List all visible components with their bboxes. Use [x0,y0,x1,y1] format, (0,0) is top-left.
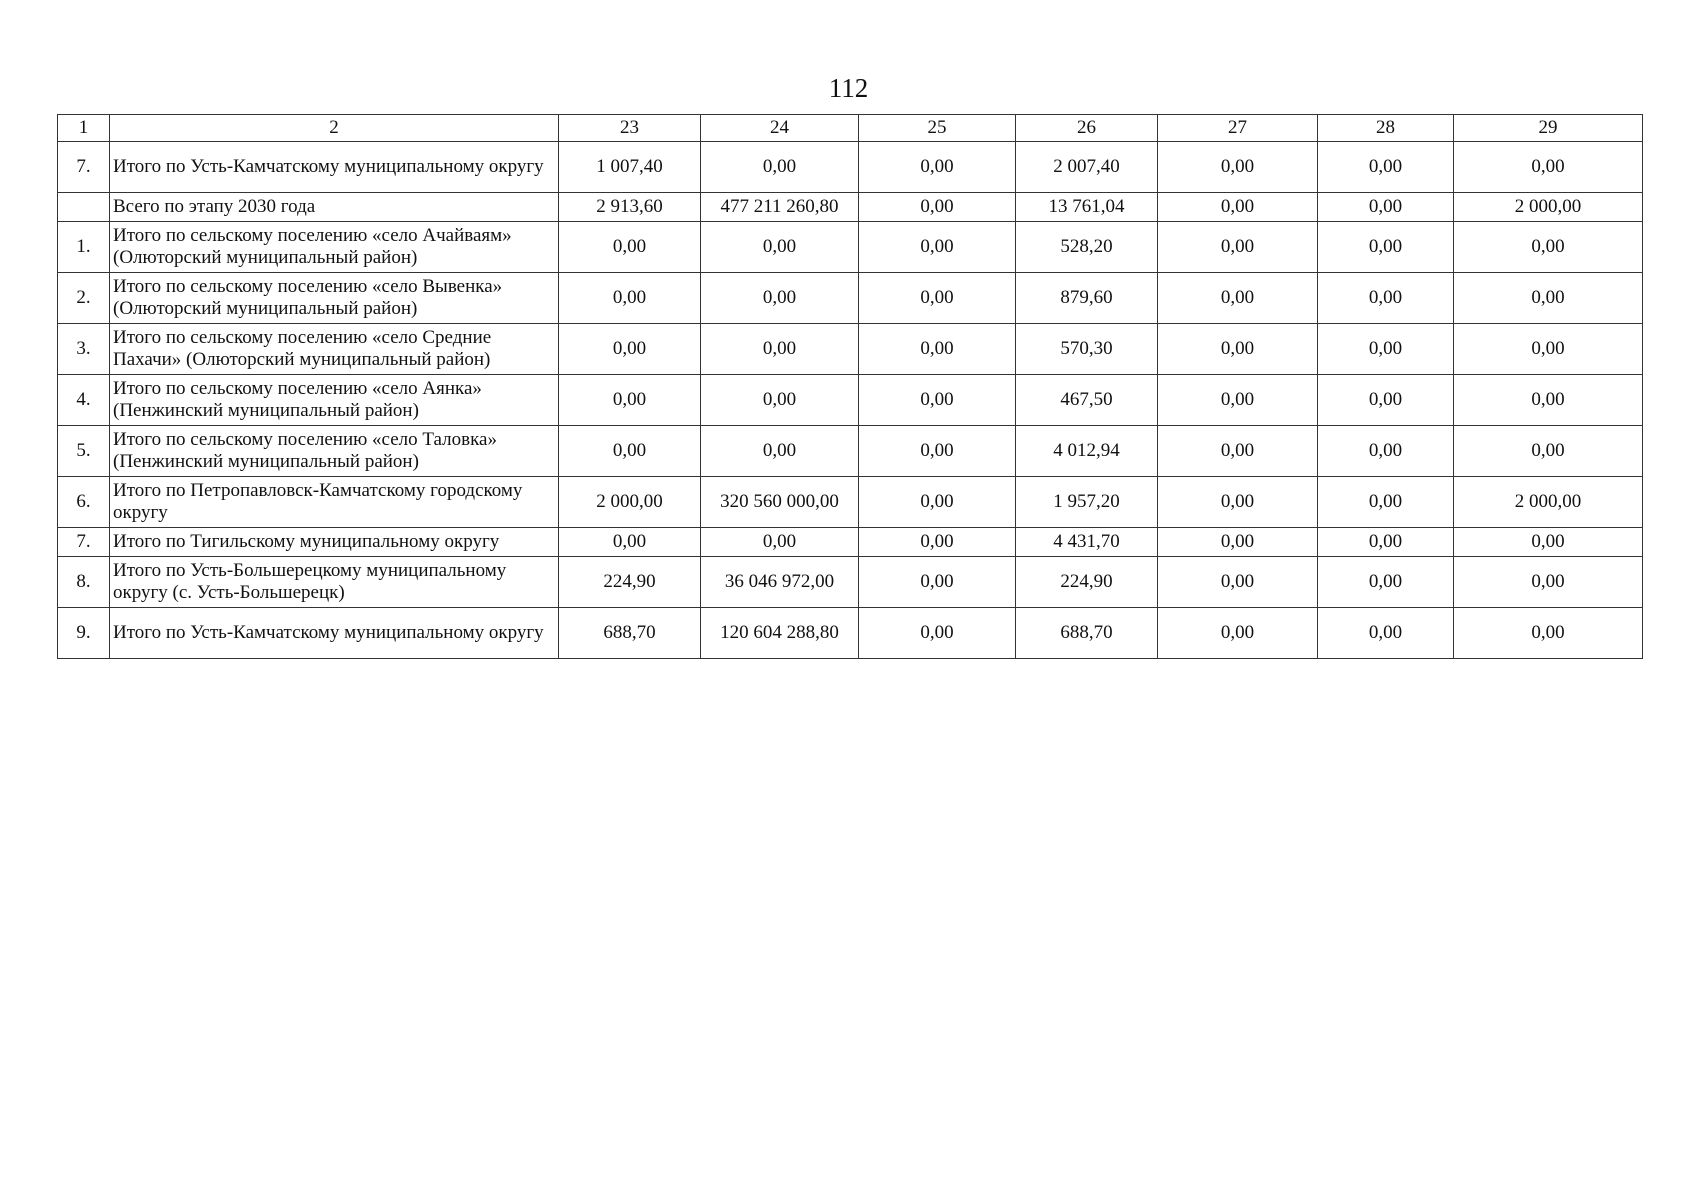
value-cell: 0,00 [1158,142,1318,193]
value-cell: 0,00 [1158,477,1318,528]
value-cell: 0,00 [1158,557,1318,608]
value-cell: 0,00 [859,557,1016,608]
value-cell: 0,00 [1318,557,1454,608]
table-row [58,273,1643,324]
value-cell: 0,00 [1158,375,1318,426]
header-row [58,115,1643,142]
value-cell: 4 012,94 [1016,426,1158,477]
row-name: Итого по сельскому поселению «село Таловка» (Пенжинский муниципальный район) [110,426,559,477]
row-number: 5. [58,426,110,477]
value-cell: 2 913,60 [559,193,701,222]
value-cell: 0,00 [1158,608,1318,659]
row-name: Всего по этапу 2030 года [110,193,559,222]
value-cell: 0,00 [559,426,701,477]
column-header: 29 [1454,115,1643,142]
row-number: 7. [58,142,110,193]
column-header: 23 [559,115,701,142]
value-cell: 0,00 [1318,477,1454,528]
row-name: Итого по Петропавловск-Камчатскому городскому округу [110,477,559,528]
value-cell: 13 761,04 [1016,193,1158,222]
value-cell: 224,90 [559,557,701,608]
value-cell: 0,00 [1454,557,1643,608]
value-cell: 0,00 [1454,608,1643,659]
row-name: Итого по сельскому поселению «село Ачайваям» (Олюторский муниципальный район) [110,222,559,273]
value-cell: 0,00 [701,528,859,557]
value-cell: 0,00 [1318,222,1454,273]
value-cell: 0,00 [701,142,859,193]
data-table [57,114,1643,659]
value-cell: 0,00 [559,528,701,557]
value-cell: 0,00 [1454,426,1643,477]
value-cell: 0,00 [859,273,1016,324]
row-number: 1. [58,222,110,273]
value-cell: 1 957,20 [1016,477,1158,528]
value-cell: 0,00 [1454,324,1643,375]
row-name: Итого по Усть-Камчатскому муниципальному округу [110,608,559,659]
table-row [58,142,1643,193]
value-cell: 2 007,40 [1016,142,1158,193]
value-cell: 0,00 [1454,142,1643,193]
table-row [58,193,1643,222]
value-cell: 2 000,00 [1454,477,1643,528]
value-cell: 0,00 [859,375,1016,426]
value-cell: 2 000,00 [559,477,701,528]
value-cell: 4 431,70 [1016,528,1158,557]
value-cell: 0,00 [701,273,859,324]
value-cell: 320 560 000,00 [701,477,859,528]
value-cell: 0,00 [1318,273,1454,324]
table-row [58,477,1643,528]
value-cell: 0,00 [701,426,859,477]
row-name: Итого по Тигильскому муниципальному округу [110,528,559,557]
value-cell: 0,00 [559,375,701,426]
row-number: 2. [58,273,110,324]
row-number: 3. [58,324,110,375]
value-cell: 477 211 260,80 [701,193,859,222]
value-cell: 224,90 [1016,557,1158,608]
value-cell: 0,00 [1454,375,1643,426]
row-name: Итого по сельскому поселению «село Средние Пахачи» (Олюторский муниципальный район) [110,324,559,375]
value-cell: 0,00 [859,142,1016,193]
value-cell: 0,00 [1158,193,1318,222]
row-name: Итого по сельскому поселению «село Вывенка» (Олюторский муниципальный район) [110,273,559,324]
column-header: 27 [1158,115,1318,142]
value-cell: 0,00 [1454,273,1643,324]
row-number [58,193,110,222]
column-header: 28 [1318,115,1454,142]
value-cell: 0,00 [859,193,1016,222]
column-header: 2 [110,115,559,142]
row-name: Итого по Усть-Большерецкому муниципальному округу (с. Усть-Большерецк) [110,557,559,608]
column-header: 26 [1016,115,1158,142]
value-cell: 0,00 [1318,426,1454,477]
table-row [58,324,1643,375]
value-cell: 688,70 [1016,608,1158,659]
value-cell: 0,00 [1454,528,1643,557]
value-cell: 0,00 [1158,426,1318,477]
value-cell: 36 046 972,00 [701,557,859,608]
value-cell: 0,00 [559,273,701,324]
value-cell: 570,30 [1016,324,1158,375]
value-cell: 0,00 [859,528,1016,557]
value-cell: 0,00 [1318,193,1454,222]
value-cell: 0,00 [859,426,1016,477]
row-number: 6. [58,477,110,528]
table-row [58,557,1643,608]
value-cell: 467,50 [1016,375,1158,426]
value-cell: 0,00 [1158,273,1318,324]
table-row [58,375,1643,426]
value-cell: 0,00 [701,375,859,426]
value-cell: 0,00 [859,608,1016,659]
value-cell: 0,00 [559,324,701,375]
value-cell: 0,00 [859,324,1016,375]
value-cell: 0,00 [1158,528,1318,557]
row-number: 7. [58,528,110,557]
value-cell: 528,20 [1016,222,1158,273]
row-name: Итого по Усть-Камчатскому муниципальному округу [110,142,559,193]
value-cell: 0,00 [559,222,701,273]
page-number: 112 [828,73,869,103]
value-cell: 0,00 [1318,608,1454,659]
table-row [58,528,1643,557]
row-number: 8. [58,557,110,608]
value-cell: 2 000,00 [1454,193,1643,222]
value-cell: 0,00 [859,222,1016,273]
column-header: 1 [58,115,110,142]
value-cell: 0,00 [1318,142,1454,193]
value-cell: 0,00 [1318,324,1454,375]
column-header: 25 [859,115,1016,142]
column-header: 24 [701,115,859,142]
table-row [58,426,1643,477]
value-cell: 0,00 [701,324,859,375]
table-row [58,608,1643,659]
value-cell: 879,60 [1016,273,1158,324]
value-cell: 0,00 [1158,222,1318,273]
table-row [58,222,1643,273]
value-cell: 0,00 [701,222,859,273]
table-body [58,142,1643,659]
value-cell: 688,70 [559,608,701,659]
row-name: Итого по сельскому поселению «село Аянка» (Пенжинский муниципальный район) [110,375,559,426]
value-cell: 0,00 [1158,324,1318,375]
value-cell: 0,00 [859,477,1016,528]
value-cell: 0,00 [1318,375,1454,426]
value-cell: 0,00 [1318,528,1454,557]
row-number: 4. [58,375,110,426]
row-number: 9. [58,608,110,659]
value-cell: 120 604 288,80 [701,608,859,659]
value-cell: 0,00 [1454,222,1643,273]
value-cell: 1 007,40 [559,142,701,193]
